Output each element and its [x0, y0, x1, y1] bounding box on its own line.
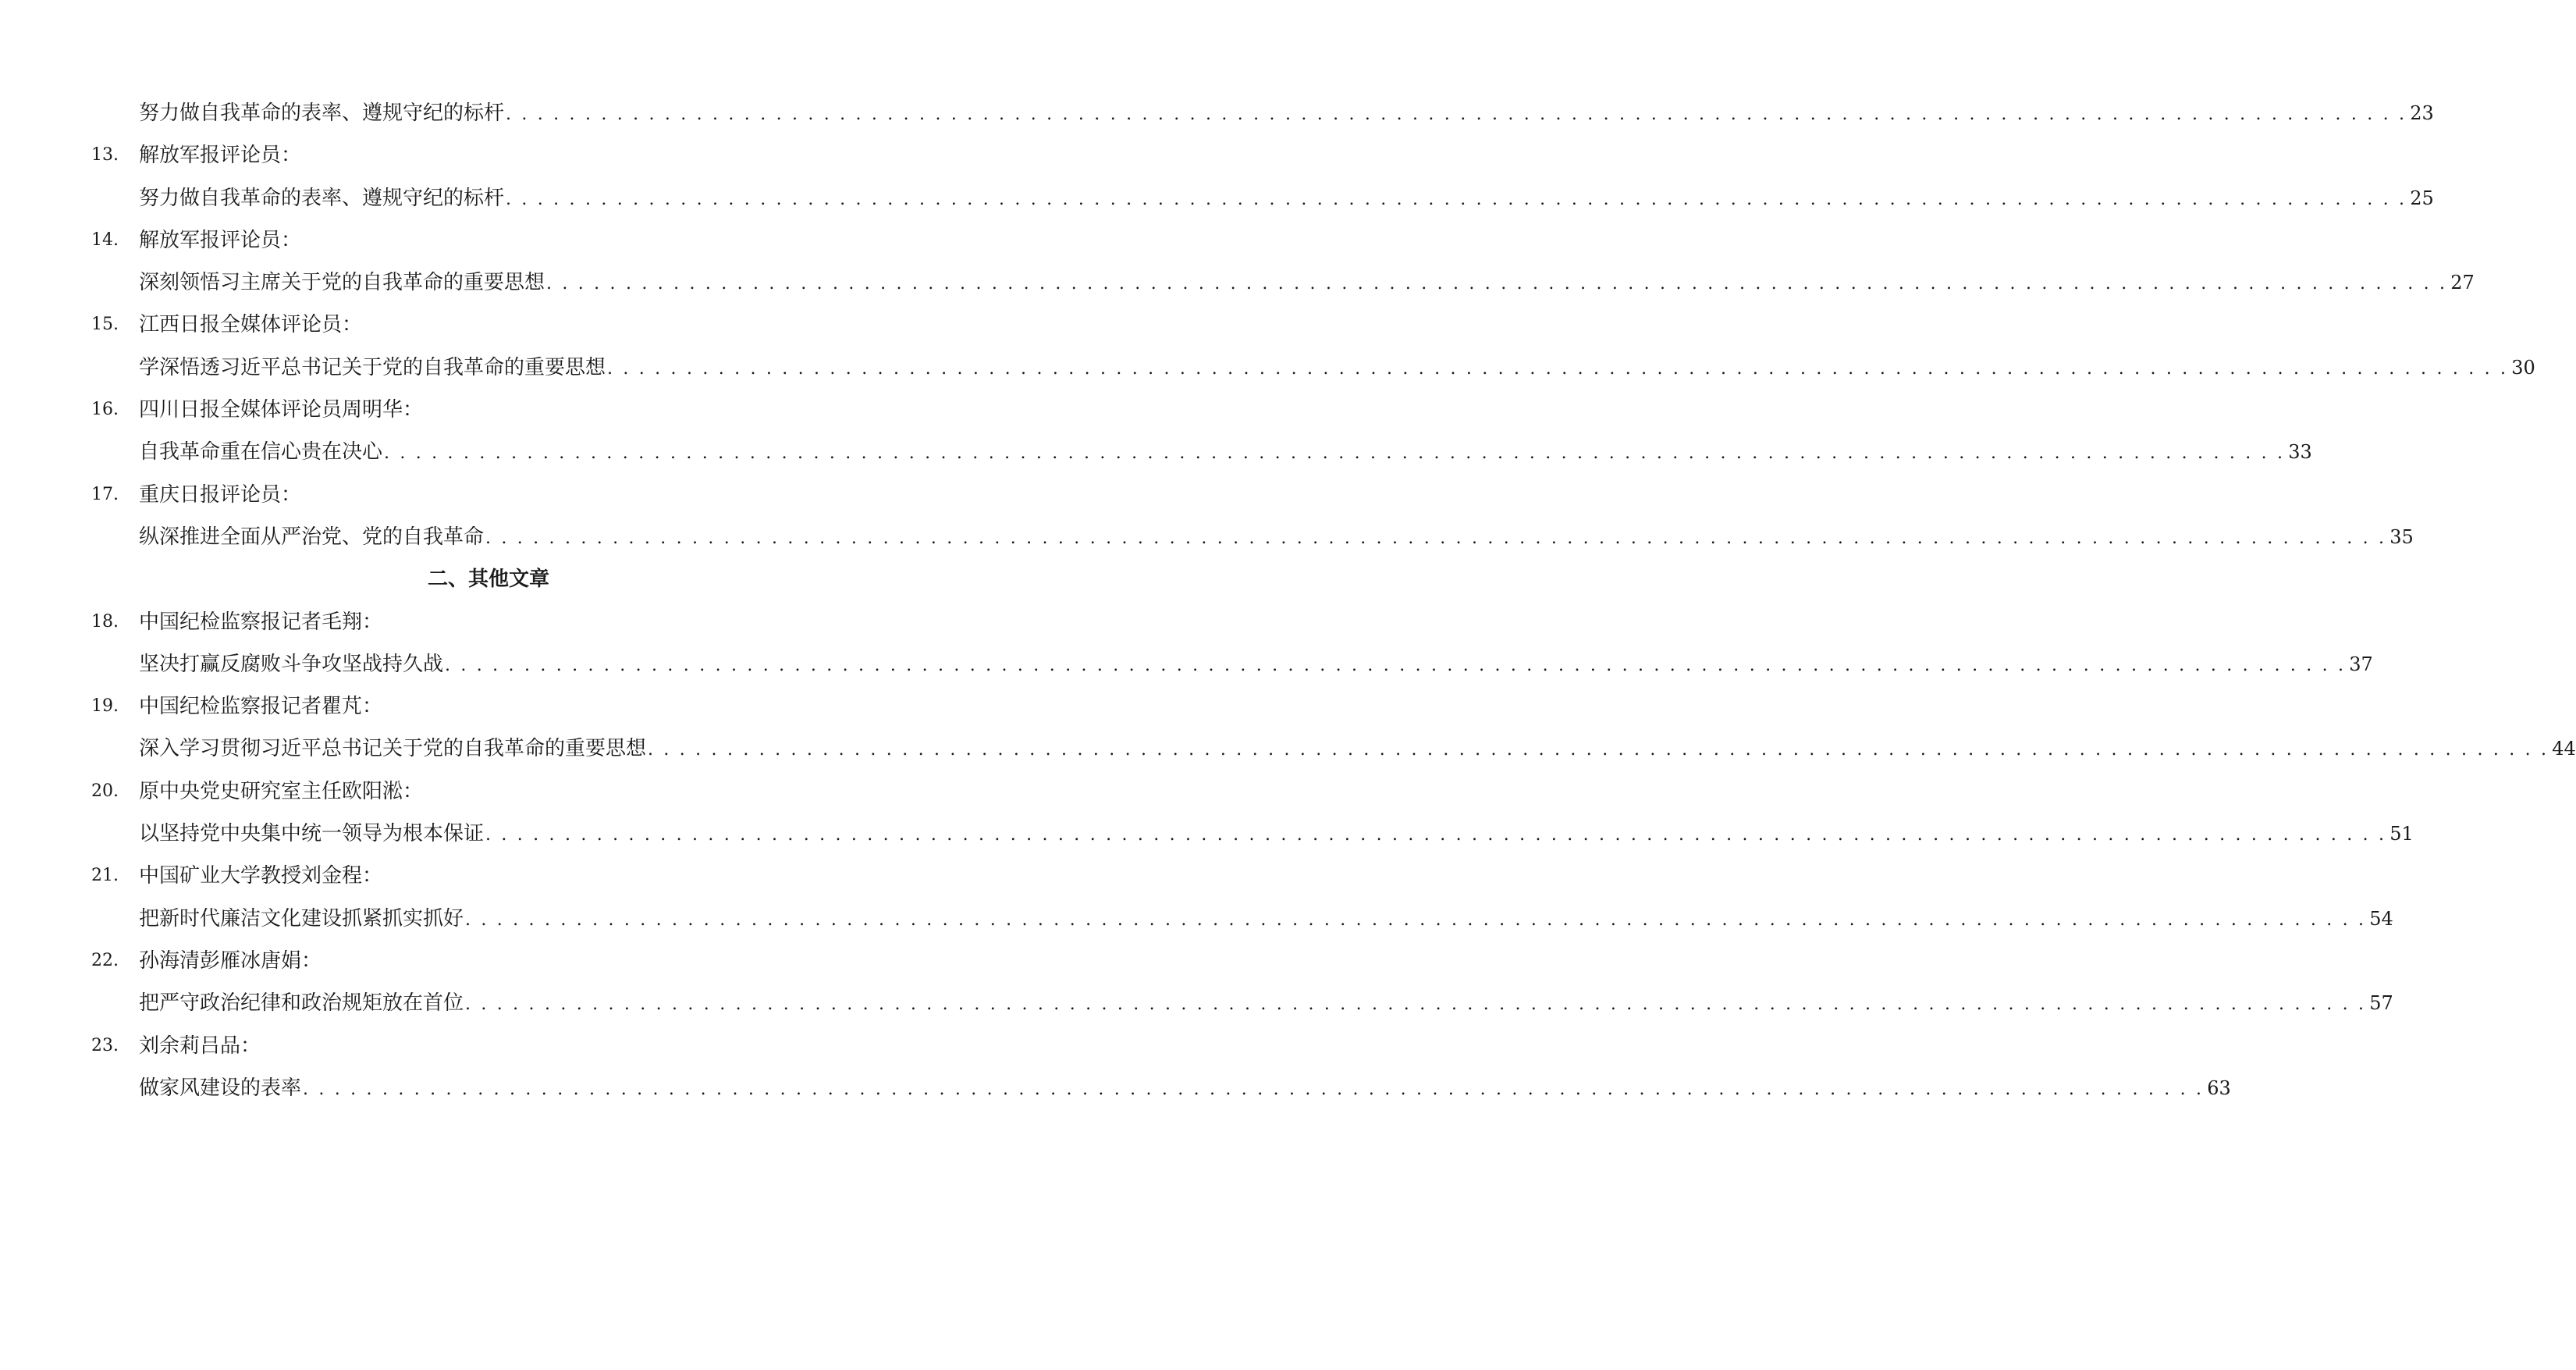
dot-leader: . . . . . . . . . . . . . . . . . . . . . . . . . . . . . . . . . . . . . . . . . . . . . . . . . . . . . . . . . . . . . . . . . . . . . . . . . . . . . . . . . . . . . . . . . . . . . . . . . . . . . . . . . . . . . . . . . . . . . . . .: [506, 189, 2407, 209]
toc-entry-line[interactable]: [139, 516, 2414, 560]
toc-entry-page-number[interactable]: 44: [2552, 738, 2576, 760]
toc-item-number: 14.: [91, 230, 119, 250]
toc-entry: [0, 643, 2373, 685]
dot-leader: . . . . . . . . . . . . . . . . . . . . . . . . . . . . . . . . . . . . . . . . . . . . . . . . . . . . . . . . . . . . . . . . . . . . . . . . . . . . . . . . . . . . . . . . . . . . . . . . . . . . . . . . . . . . . . . . . . . . . . . .: [384, 443, 2286, 464]
toc-entry-title[interactable]: 把新时代廉洁文化建设抓紧抓实抓好: [139, 906, 464, 931]
section-heading: 二、其他文章: [427, 568, 549, 592]
toc-item-source: [0, 219, 968, 262]
toc-entry-title[interactable]: 深入学习贯彻习近平总书记关于党的自我革命的重要思想: [139, 737, 647, 761]
toc-item-author: 江西日报全媒体评论员：: [139, 313, 363, 337]
toc-item-author: 孙海清彭雁冰唐娟：: [139, 948, 322, 973]
dot-leader: . . . . . . . . . . . . . . . . . . . . . . . . . . . . . . . . . . . . . . . . . . . . . . . . . . . . . . . . . . . . . . . . . . . . . . . . . . . . . . . . . . . . . . . . . . . . . . . . . . . . . . . . . . . . . . . . . . . . . . . .: [506, 105, 2407, 124]
toc-entry-line[interactable]: [139, 1067, 2231, 1111]
toc-entry-line[interactable]: [139, 728, 2576, 771]
toc-item-number: 22.: [91, 950, 119, 970]
toc-entry: [0, 1067, 2231, 1109]
dot-leader: . . . . . . . . . . . . . . . . . . . . . . . . . . . . . . . . . . . . . . . . . . . . . . . . . . . . . . . . . . . . . . . . . . . . . . . . . . . . . . . . . . . . . . . . . . . . . . . . . . . . . . . . . . . . . . . . . . . . . . . .: [546, 274, 2448, 294]
toc-item-number: 20.: [91, 781, 119, 801]
toc-entry: [0, 898, 2393, 940]
toc-item-source: [0, 685, 968, 728]
toc-item-author: 原中央党史研究室主任欧阳淞：: [139, 779, 424, 803]
toc-entry-page-number[interactable]: 35: [2389, 525, 2414, 548]
toc-entry-line[interactable]: [139, 643, 2373, 687]
toc-entry-line[interactable]: [139, 177, 2434, 221]
toc-item-source: [0, 601, 968, 643]
toc-item-number: 17.: [91, 484, 119, 504]
toc-entry: [0, 92, 2434, 134]
toc-item-source: [0, 134, 968, 176]
toc-item-author: 中国矿业大学教授刘金程：: [139, 864, 383, 888]
toc-entry-page-number[interactable]: 54: [2369, 907, 2393, 930]
toc-entry: [0, 728, 2576, 770]
toc-entry-page-number[interactable]: 63: [2207, 1076, 2231, 1099]
toc-item-author: 中国纪检监察报记者毛翔：: [139, 610, 383, 634]
toc-item-author: 解放军报评论员：: [139, 228, 302, 252]
toc-entry-title[interactable]: 深刻领悟习主席关于党的自我革命的重要思想: [139, 271, 545, 295]
dot-leader: . . . . . . . . . . . . . . . . . . . . . . . . . . . . . . . . . . . . . . . . . . . . . . . . . . . . . . . . . . . . . . . . . . . . . . . . . . . . . . . . . . . . . . . . . . . . . . . . . . . . . . . . . . . . . . . . . . . . . . . .: [607, 358, 2509, 379]
dot-leader: . . . . . . . . . . . . . . . . . . . . . . . . . . . . . . . . . . . . . . . . . . . . . . . . . . . . . . . . . . . . . . . . . . . . . . . . . . . . . . . . . . . . . . . . . . . . . . . . . . . . . . . . . . . . . . . . . . . . . . . .: [445, 655, 2347, 675]
toc-entry: [0, 262, 2475, 304]
toc-item-number: 19.: [91, 696, 119, 717]
toc-entry-line[interactable]: [139, 813, 2414, 856]
toc-entry-line[interactable]: [139, 982, 2393, 1026]
toc-item-number: 15.: [91, 315, 119, 335]
toc-entry-page-number[interactable]: 37: [2349, 653, 2373, 675]
toc-entry-page-number[interactable]: 57: [2369, 992, 2393, 1015]
toc-entry: [0, 813, 2414, 855]
toc-item-number: 16.: [91, 400, 119, 420]
toc-entry-title[interactable]: 努力做自我革命的表率、遵规守纪的标杆: [139, 186, 505, 210]
toc-entry-line[interactable]: [139, 898, 2393, 941]
toc-item-number: 13.: [91, 145, 119, 165]
toc-entry-page-number[interactable]: 23: [2410, 102, 2434, 124]
toc-item-source: [0, 1025, 968, 1067]
toc-item-author: 中国纪检监察报记者瞿芃：: [139, 695, 383, 719]
toc-item-source: [0, 770, 968, 813]
toc-entry-line[interactable]: [139, 92, 2434, 136]
toc-entry: [0, 516, 2414, 558]
toc-item-author: 四川日报全媒体评论员周明华：: [139, 398, 424, 422]
dot-leader: . . . . . . . . . . . . . . . . . . . . . . . . . . . . . . . . . . . . . . . . . . . . . . . . . . . . . . . . . . . . . . . . . . . . . . . . . . . . . . . . . . . . . . . . . . . . . . . . . . . . . . . . . . . . . . . . . . . . . . . .: [465, 909, 2367, 930]
dot-leader: . . . . . . . . . . . . . . . . . . . . . . . . . . . . . . . . . . . . . . . . . . . . . . . . . . . . . . . . . . . . . . . . . . . . . . . . . . . . . . . . . . . . . . . . . . . . . . . . . . . . . . . . . . . . . . . . . . . . . . . .: [648, 740, 2549, 760]
table-of-contents: [0, 92, 2576, 1109]
toc-entry-line[interactable]: [139, 347, 2535, 390]
toc-item-source: [0, 940, 968, 982]
toc-item-source: [0, 304, 968, 346]
toc-item-source: [0, 389, 968, 431]
dot-leader: . . . . . . . . . . . . . . . . . . . . . . . . . . . . . . . . . . . . . . . . . . . . . . . . . . . . . . . . . . . . . . . . . . . . . . . . . . . . . . . . . . . . . . . . . . . . . . . . . . . . . . . . . . . . . . . . . . . . . . . .: [303, 1079, 2205, 1099]
toc-entry-page-number[interactable]: 51: [2389, 823, 2414, 845]
toc-entry-title[interactable]: 坚决打赢反腐败斗争攻坚战持久战: [139, 652, 444, 676]
toc-entry-page-number[interactable]: 30: [2511, 356, 2535, 379]
dot-leader: . . . . . . . . . . . . . . . . . . . . . . . . . . . . . . . . . . . . . . . . . . . . . . . . . . . . . . . . . . . . . . . . . . . . . . . . . . . . . . . . . . . . . . . . . . . . . . . . . . . . . . . . . . . . . . . . . . . . . . . .: [485, 528, 2387, 548]
toc-item-number: 23.: [91, 1035, 119, 1055]
toc-entry-title[interactable]: 学深悟透习近平总书记关于党的自我革命的重要思想: [139, 355, 606, 379]
toc-item-author: 刘余莉吕品：: [139, 1034, 261, 1058]
toc-entry-title[interactable]: 纵深推进全面从严治党、党的自我革命: [139, 525, 485, 549]
toc-entry: [0, 347, 2535, 389]
toc-item-source: [0, 474, 968, 516]
toc-item-author: 重庆日报评论员：: [139, 482, 302, 507]
toc-item-author: 解放军报评论员：: [139, 144, 302, 168]
toc-entry-page-number[interactable]: 33: [2288, 441, 2312, 464]
toc-entry: [0, 177, 2434, 219]
toc-item-number: 18.: [91, 611, 119, 632]
dot-leader: . . . . . . . . . . . . . . . . . . . . . . . . . . . . . . . . . . . . . . . . . . . . . . . . . . . . . . . . . . . . . . . . . . . . . . . . . . . . . . . . . . . . . . . . . . . . . . . . . . . . . . . . . . . . . . . . . . . . . . . .: [485, 825, 2387, 845]
toc-entry-line[interactable]: [139, 262, 2475, 305]
dot-leader: . . . . . . . . . . . . . . . . . . . . . . . . . . . . . . . . . . . . . . . . . . . . . . . . . . . . . . . . . . . . . . . . . . . . . . . . . . . . . . . . . . . . . . . . . . . . . . . . . . . . . . . . . . . . . . . . . . . . . . . .: [465, 995, 2367, 1015]
toc-entry-title[interactable]: 自我革命重在信心贵在决心: [139, 440, 383, 464]
toc-entry-title[interactable]: 做家风建设的表率: [139, 1076, 302, 1100]
toc-entry-title[interactable]: 把严守政治纪律和政治规矩放在首位: [139, 991, 464, 1016]
toc-entry-line[interactable]: [139, 431, 2312, 475]
toc-entry-page-number[interactable]: 27: [2450, 272, 2475, 294]
toc-item-number: 21.: [91, 866, 119, 886]
toc-entry-title[interactable]: 以坚持党中央集中统一领导为根本保证: [139, 822, 485, 846]
toc-entry-page-number[interactable]: 25: [2410, 187, 2434, 209]
toc-entry: [0, 431, 2312, 473]
toc-item-source: [0, 855, 968, 897]
toc-entry: [0, 982, 2393, 1024]
toc-entry-title[interactable]: 努力做自我革命的表率、遵规守纪的标杆: [139, 101, 505, 125]
